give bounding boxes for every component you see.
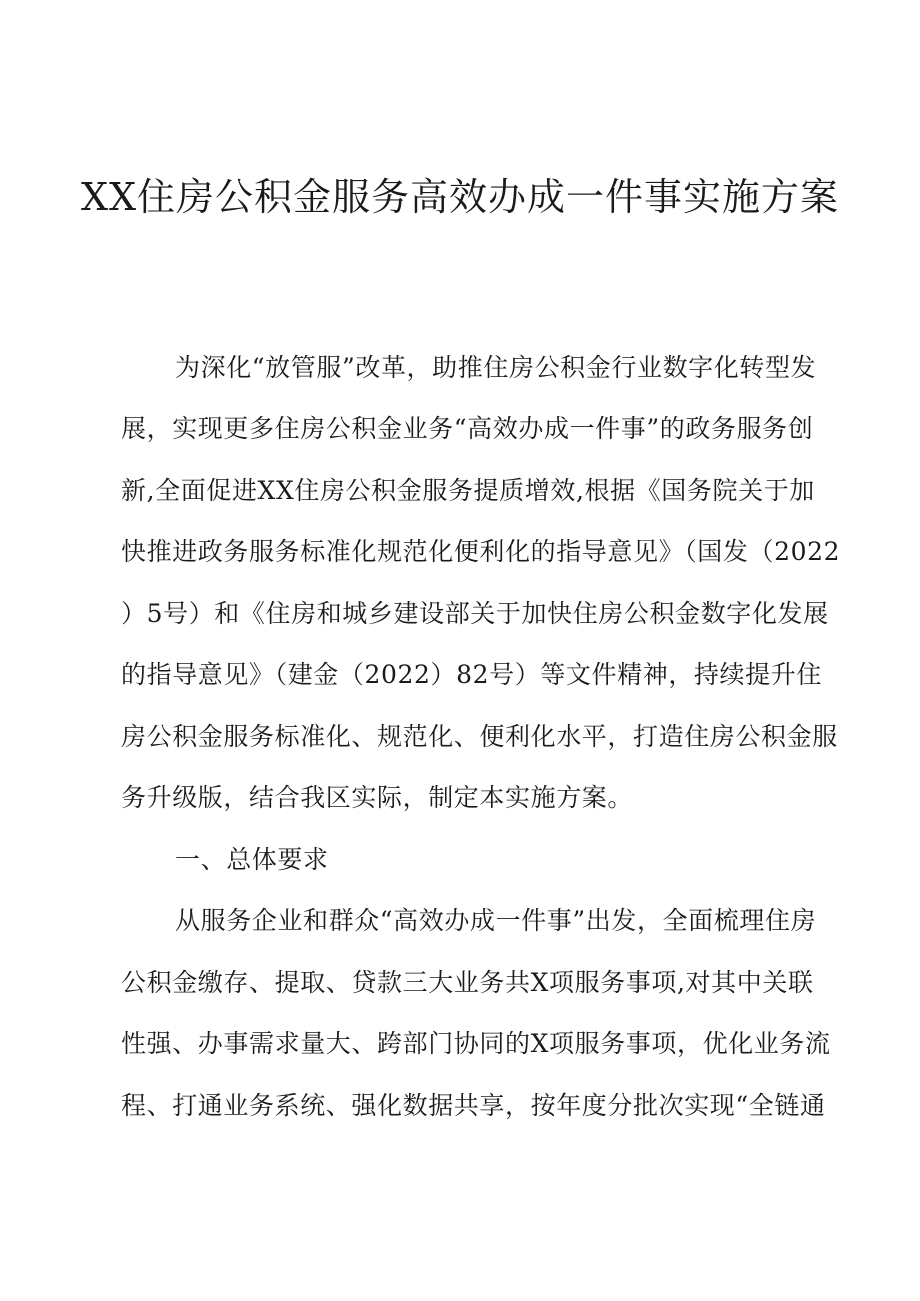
paragraph-line: 新,全面促进XX住房公积金服务提质增效,根据《国务院关于加 [121,476,815,505]
paragraph-line: 展，实现更多住房公积金业务“高效办成一件事”的政务服务创 [121,414,814,443]
paragraph-line: 房公积金服务标准化、规范化、便利化水平，打造住房公积金服 [121,722,838,751]
paragraph-line: 从服务企业和群众“高效办成一件事”出发，全面梳理住房 [175,906,817,935]
paragraph-line: ）5号）和《住房和城乡建设部关于加快住房公积金数字化发展 [121,599,829,628]
paragraph-line: 为深化“放管服”改革，助推住房公积金行业数字化转型发 [175,353,817,382]
paragraph-line: 性强、办事需求量大、跨部门协同的X项服务事项，优化业务流 [121,1029,831,1058]
section-heading: 一、总体要求 [175,845,329,874]
paragraph-line: 程、打通业务系统、强化数据共享，按年度分批次实现“全链通 [121,1091,826,1120]
paragraph-line: 公积金缴存、提取、贷款三大业务共X项服务事项,对其中关联 [121,968,814,997]
paragraph-line: 快推进政务服务标准化规范化便利化的指导意见》（国发（2022 [121,537,841,566]
paragraph-line: 的指导意见》（建金（2022）82号）等文件精神，持续提升住 [121,660,822,689]
paragraph-line: 务升级版，结合我区实际，制定本实施方案。 [121,783,634,812]
document-title: XX住房公积金服务高效办成一件事实施方案 [80,175,840,219]
